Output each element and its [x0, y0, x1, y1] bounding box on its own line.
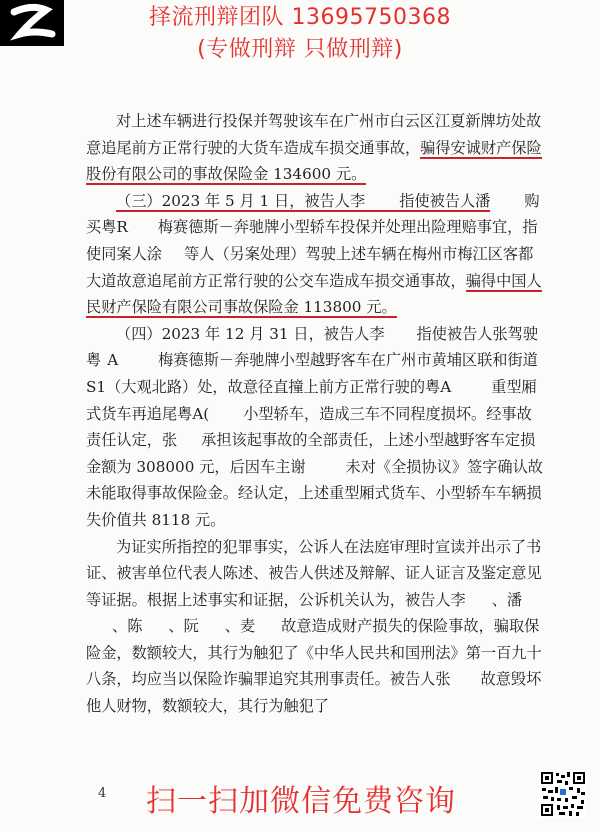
paragraph-evidence: 为证实所指控的犯罪事实，公诉人在法庭审理时宣读并出示了书证、被害单位代表人陈述、被告人供述及辩解、证人证言及鉴定意见等证据。根据上述事实和证据，公诉机关认为，被告人李 、潘、陈 、阮 、麦 故意造成财产损失的保险事故，骗取保险金，数额较大，其行为触犯了《中华人民共和国刑法》第一百九十八条，均应当以保险诈骗罪追究其刑事责任。被告人张 故意毁坏他人财物，数额较大，其行为触犯了 [86, 537, 542, 716]
wechat-consult-banner[interactable]: 扫一扫加微信免费咨询 [146, 784, 456, 819]
page-number: 4 [98, 786, 107, 801]
header-tagline: (专做刑辩 只做刑辩) [197, 37, 403, 62]
highlight-amount-113800: 骗得中国人民财产保险有限公司事故保险金 113800 元。 [86, 271, 542, 317]
paragraph-case-2-end: 对上述车辆进行投保并驾驶该车在广州市白云区江夏新牌坊处故意追尾前方正常行驶的大货车造成车损交通事故，骗得安诚财产保险股份有限公司的事故保险金 134600 元。 [86, 112, 542, 184]
header-phone: 择流刑辩团队 13695750368 [149, 5, 451, 30]
document-body [86, 108, 546, 720]
paragraph-case-4: （四）2023 年 12 月 31 日，被告人李 指使被告人张驾驶粤 A 梅赛德斯－奔驰牌小型越野客车在广州市黄埔区联和街道 S1（大观北路）处，故意径直撞上前方正常行驶的粤A 重型厢式货车再追尾粤A( 小型轿车，造成三车不同程度损坏。经事故责任认定，张 承担该起事故的全部责任，上述小型越野客车定损金额为 308000 元，后因车主谢 未对《全损协议》签字确认故未能取得事故保险金。经认定，上述重型厢式货车、小型轿车车辆损失价值共 8118 元。 [86, 324, 543, 529]
qr-code-icon[interactable] [539, 770, 587, 818]
highlight-amount-134600: 骗得安诚财产保险股份有限公司的事故保险金 134600 元。 [86, 138, 542, 184]
paragraph-case-3: （三）2023 年 5 月 1 日，被告人李 指使被告人潘 购买粤R 梅赛德斯－奔驰牌小型轿车投保并处理出险理赔事宜，指使同案人涂 等人（另案处理）驾驶上述车辆在梅州市梅江区客都大道故意追尾前方正常行驶的公交车造成车损交通事故，骗得中国人民财产保险有限公司事故保险金 113800 元。 [86, 191, 542, 317]
highlight-case-3-head: （三）2023 年 5 月 1 日，被告人李 指使被告人潘 [116, 191, 491, 210]
